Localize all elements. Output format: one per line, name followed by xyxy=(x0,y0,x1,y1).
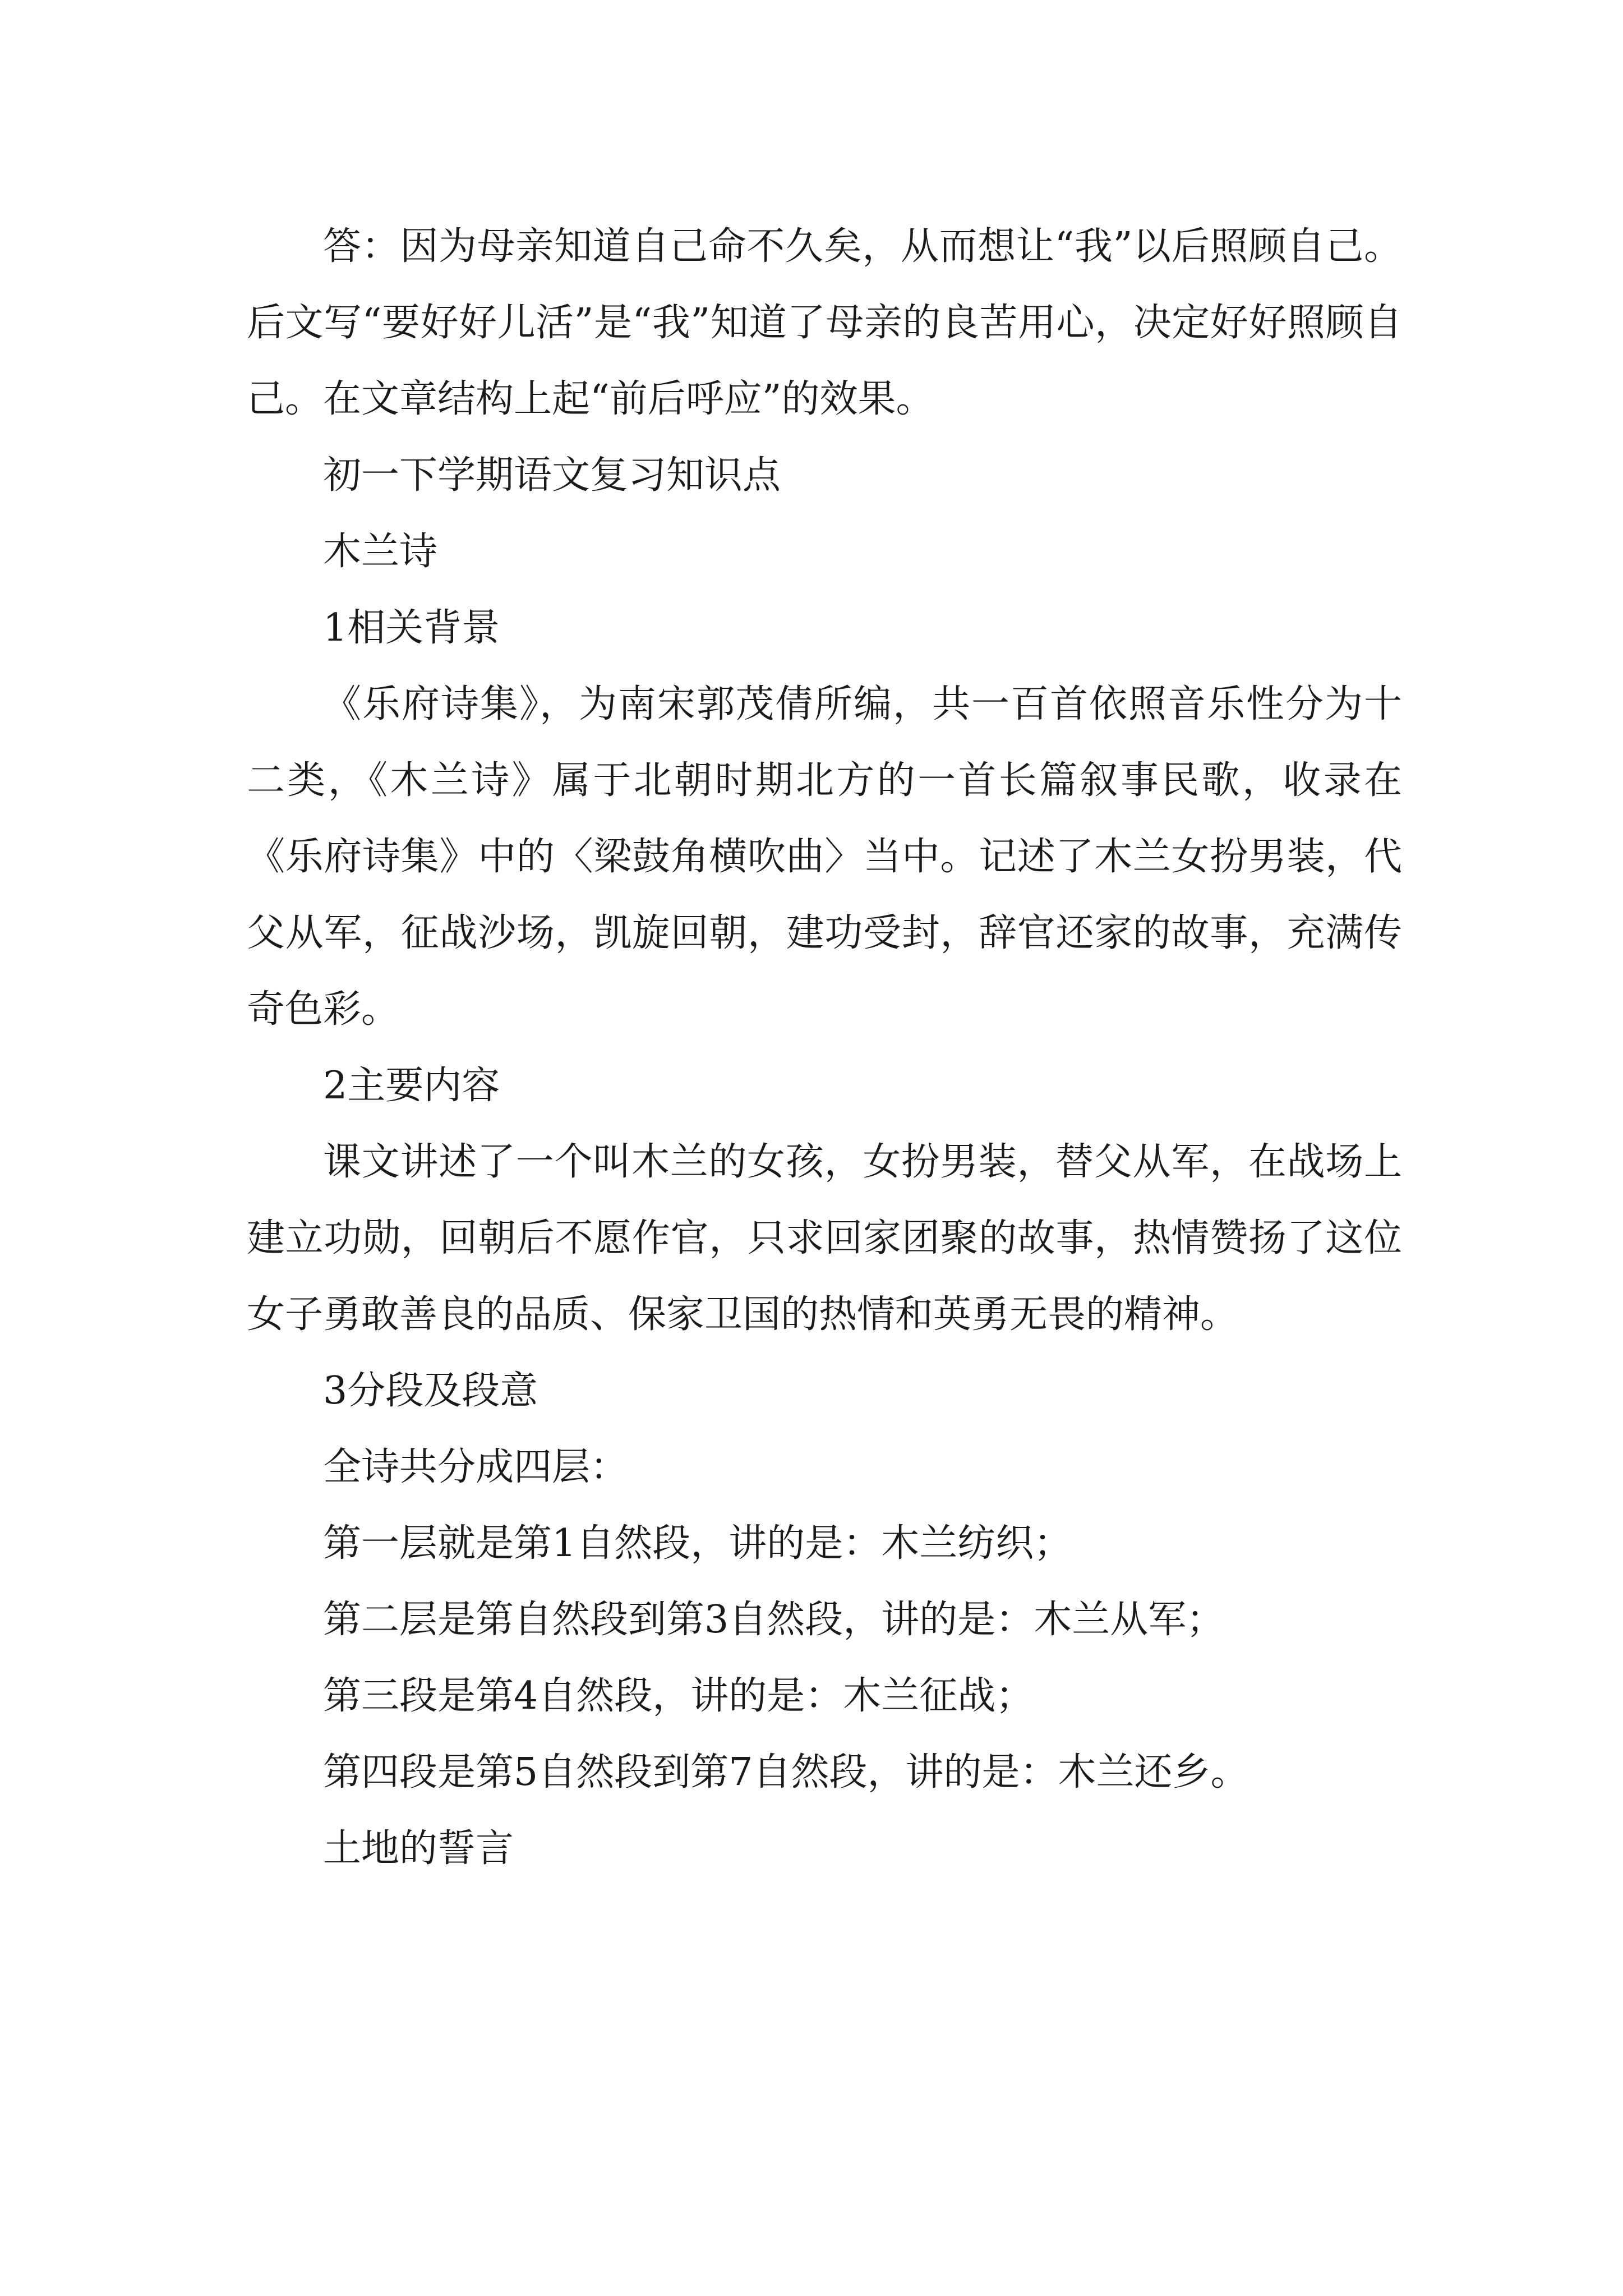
section-item-1: 第一层就是第1自然段，讲的是：木兰纺织； xyxy=(323,1521,1072,1566)
subheading-background: 1相关背景 xyxy=(323,606,500,650)
section-title: 初一下学期语文复习知识点 xyxy=(323,453,781,498)
section-item-4: 第四段是第5自然段到第7自然段，讲的是：木兰还乡。 xyxy=(323,1750,1249,1795)
sections-intro: 全诗共分成四层： xyxy=(323,1445,629,1489)
background-paragraph: 《乐府诗集》，为南宋郭茂倩所编，共一百首依照音乐性分为十二类，《木兰诗》属于北朝时期北方的一首长篇叙事民歌，收录在《乐府诗集》中的〈梁鼓角横吹曲〉当中。记述了木兰女扮男装，代父从军，征战沙场，凯旋回朝，建功受封，辞官还家的故事，充满传奇色彩。 xyxy=(247,682,1402,1032)
section-item-3: 第三段是第4自然段，讲的是：木兰征战； xyxy=(323,1674,1034,1718)
next-lesson-title: 土地的誓言 xyxy=(323,1826,514,1871)
subheading-sections: 3分段及段意 xyxy=(323,1369,538,1413)
answer-paragraph: 答：因为母亲知道自己命不久矣，从而想让“我”以后照顾自己。后文写“要好好儿活”是“我”知道了母亲的良苦用心，决定好好照顾自己。在文章结构上起“前后呼应”的效果。 xyxy=(247,224,1402,421)
content-paragraph: 课文讲述了一个叫木兰的女孩，女扮男装，替父从军，在战场上建立功勋，回朝后不愿作官，只求回家团聚的故事，热情赞扬了这位女子勇敢善良的品质、保家卫国的热情和英勇无畏的精神。 xyxy=(247,1140,1402,1337)
subheading-content: 2主要内容 xyxy=(323,1064,500,1108)
document-body xyxy=(247,209,1402,1887)
section-item-2: 第二层是第自然段到第3自然段，讲的是：木兰从军； xyxy=(323,1598,1225,1642)
lesson-title: 木兰诗 xyxy=(323,530,438,574)
